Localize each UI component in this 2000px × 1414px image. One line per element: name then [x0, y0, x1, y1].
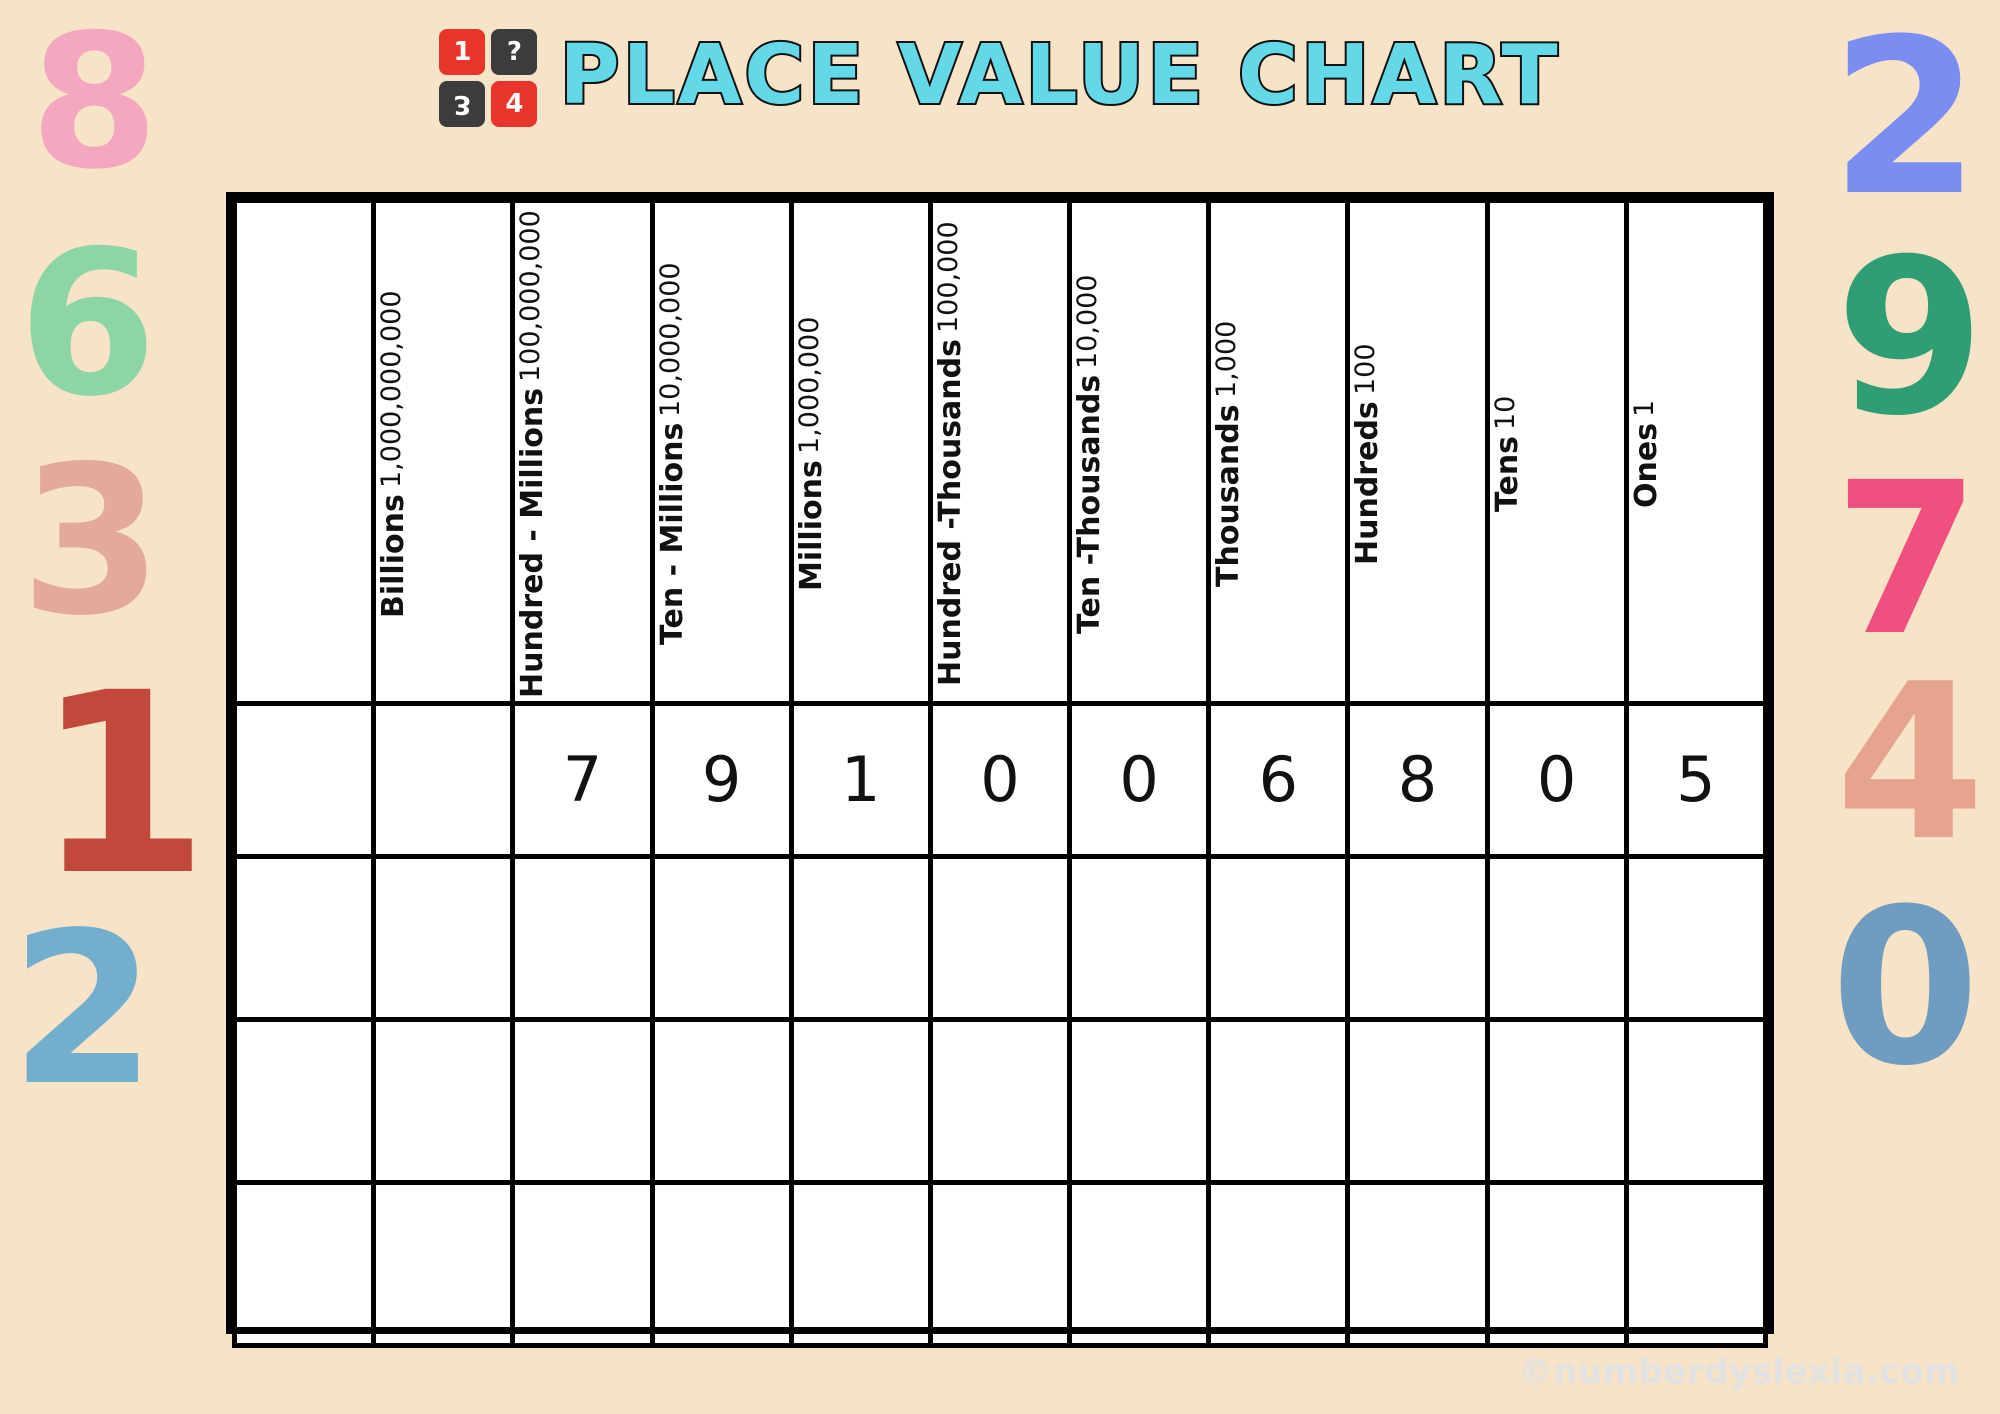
- blank-cell[interactable]: [1070, 1183, 1209, 1346]
- header-label: Hundreds: [1350, 400, 1386, 565]
- header-label: Millions: [793, 460, 829, 592]
- blank-cell[interactable]: [374, 1020, 513, 1183]
- header-label: Hundred - Millions: [515, 387, 551, 698]
- header-label: Billions: [376, 493, 412, 618]
- table-row-blank: [235, 857, 1766, 1020]
- page-title: PLACE VALUE CHART: [559, 27, 1561, 123]
- decorative-number-2-right: 2: [1830, 0, 1980, 243]
- blank-cell[interactable]: [513, 1020, 652, 1183]
- header-cell-ten-millions: [652, 201, 791, 704]
- blank-cell[interactable]: [652, 1183, 791, 1346]
- blank-cell[interactable]: [1348, 1020, 1487, 1183]
- header-value: 10,000,000: [654, 262, 686, 418]
- blank-cell[interactable]: [1070, 857, 1209, 1020]
- decorative-number-8: 8: [30, 0, 159, 210]
- blank-cell[interactable]: [235, 857, 374, 1020]
- table-row-filled: [235, 704, 1766, 857]
- header-value: 1,000,000: [793, 316, 825, 455]
- table-header-row: [235, 201, 1766, 704]
- blank-cell[interactable]: [791, 1020, 930, 1183]
- digit-cell[interactable]: [235, 704, 374, 857]
- header-value: 100: [1350, 343, 1382, 395]
- table-row-blank: [235, 1183, 1766, 1346]
- header-label: Thousands: [1211, 404, 1247, 587]
- logo-tile-2: ?: [491, 29, 537, 75]
- blank-cell[interactable]: [1626, 857, 1765, 1020]
- blank-cell[interactable]: [374, 857, 513, 1020]
- header-value: 1: [1628, 399, 1660, 418]
- digit-cell[interactable]: 0: [1487, 704, 1626, 857]
- header-cell-ones: [1626, 201, 1765, 704]
- header-cell-hundred-millions: [513, 201, 652, 704]
- page-header: [0, 20, 2000, 130]
- blank-cell[interactable]: [1487, 857, 1626, 1020]
- header-value: 1,000,000,000: [376, 290, 408, 488]
- blank-cell[interactable]: [930, 1020, 1069, 1183]
- digit-cell[interactable]: 7: [513, 704, 652, 857]
- logo-tile-3: 3: [439, 81, 485, 127]
- blank-cell[interactable]: [235, 1020, 374, 1183]
- digit-cell[interactable]: [374, 704, 513, 857]
- decorative-number-1: 1: [35, 639, 209, 930]
- header-cell-hundred-thousands: [930, 201, 1069, 704]
- blank-cell[interactable]: [1209, 1020, 1348, 1183]
- decorative-number-6: 6: [18, 208, 158, 441]
- decorative-number-0: 0: [1830, 862, 1980, 1113]
- blank-cell[interactable]: [235, 1183, 374, 1346]
- watermark: ©numberdyslexia.com: [1518, 1352, 1960, 1392]
- blank-cell[interactable]: [1348, 1183, 1487, 1346]
- header-value: 1,000: [1211, 321, 1243, 399]
- digit-cell[interactable]: 6: [1209, 704, 1348, 857]
- logo-tiles: [439, 29, 537, 127]
- digit-cell[interactable]: 0: [930, 704, 1069, 857]
- blank-cell[interactable]: [374, 1183, 513, 1346]
- header-label: Ones: [1628, 423, 1664, 509]
- blank-cell[interactable]: [930, 857, 1069, 1020]
- blank-cell[interactable]: [791, 1183, 930, 1346]
- header-cell-thousands: [1209, 201, 1348, 704]
- table-row-blank: [235, 1020, 1766, 1183]
- place-value-table: [232, 198, 1768, 1348]
- header-cell-billions: [374, 201, 513, 704]
- blank-cell[interactable]: [513, 1183, 652, 1346]
- blank-cell[interactable]: [1348, 857, 1487, 1020]
- header-value: 100,000,000: [515, 210, 547, 382]
- digit-cell[interactable]: 5: [1626, 704, 1765, 857]
- header-value: 10,000: [1072, 274, 1104, 369]
- header-label: Tens: [1489, 436, 1525, 513]
- decorative-number-7: 7: [1833, 437, 1980, 682]
- header-cell-hundreds: [1348, 201, 1487, 704]
- blank-cell[interactable]: [1209, 1183, 1348, 1346]
- blank-cell[interactable]: [791, 857, 930, 1020]
- decorative-number-4: 4: [1835, 637, 1985, 888]
- decorative-number-2-left: 2: [10, 887, 157, 1132]
- header-value: 100,000: [932, 221, 964, 334]
- blank-cell[interactable]: [513, 857, 652, 1020]
- decorative-number-3: 3: [20, 423, 163, 661]
- blank-cell[interactable]: [1487, 1183, 1626, 1346]
- blank-cell[interactable]: [652, 857, 791, 1020]
- header-label: Ten -Thousands: [1072, 374, 1108, 634]
- blank-cell[interactable]: [1487, 1020, 1626, 1183]
- digit-cell[interactable]: 8: [1348, 704, 1487, 857]
- header-cell-ten-thousands: [1070, 201, 1209, 704]
- place-value-chart: [232, 198, 1768, 1328]
- blank-cell[interactable]: [1626, 1183, 1765, 1346]
- blank-cell[interactable]: [1626, 1020, 1765, 1183]
- blank-cell[interactable]: [930, 1183, 1069, 1346]
- header-value: 10: [1489, 395, 1521, 431]
- header-label: Hundred -Thousands: [932, 339, 968, 687]
- logo-tile-4: 4: [491, 81, 537, 127]
- blank-cell[interactable]: [1070, 1020, 1209, 1183]
- digit-cell[interactable]: 0: [1070, 704, 1209, 857]
- blank-cell[interactable]: [1209, 857, 1348, 1020]
- logo-tile-1: 1: [439, 29, 485, 75]
- digit-cell[interactable]: 1: [791, 704, 930, 857]
- header-cell-empty: [235, 201, 374, 704]
- blank-cell[interactable]: [652, 1020, 791, 1183]
- digit-cell[interactable]: 9: [652, 704, 791, 857]
- header-label: Ten - Millions: [654, 423, 690, 646]
- decorative-number-9: 9: [1835, 212, 1985, 463]
- header-cell-millions: [791, 201, 930, 704]
- header-cell-tens: [1487, 201, 1626, 704]
